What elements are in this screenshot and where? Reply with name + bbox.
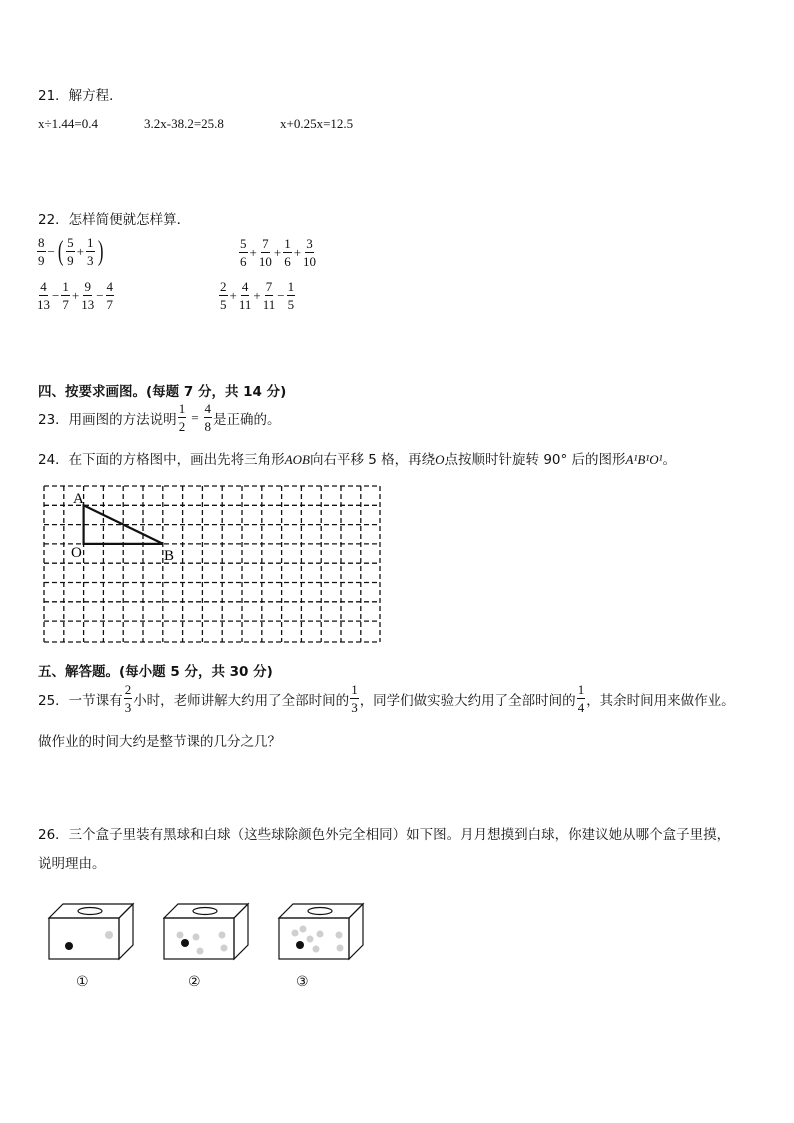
q26-line-2: 说明理由。 [38, 856, 106, 872]
q25-line-1: 25．一节课有 $\frac{2}{3}$ 小时，老师讲解大约用了全部时间的 $\frac{1}{3}$ ，同学们做实验大约用了全部时间的 $\frac{1}{4}$ ，其余时间用来做作业。 [38, 682, 735, 715]
box-2-white-ball [193, 934, 200, 941]
q23: 23．用画图的方法说明 $\frac{1}{2}$ = $\frac{4}{8}$ 是正确的。 [38, 401, 281, 434]
box-1-label: ① [76, 974, 89, 990]
q22-expr-1: $\frac{8}{9}$ − ( $\frac{5}{9}$ + $\frac{1}{3}$ ) [38, 235, 103, 268]
box-3-white-ball [337, 945, 344, 952]
q21-eq-3: x+0.25x=12.5 [280, 116, 354, 131]
box-3-white-ball [313, 946, 320, 953]
box-2-white-ball [197, 948, 204, 955]
box-3-white-ball [317, 931, 324, 938]
q21-eq-1: x÷1.44=0.4 [38, 116, 98, 131]
ball-boxes-figure [44, 898, 374, 998]
box-3-label: ③ [296, 974, 309, 990]
box-1 [49, 904, 133, 959]
label-b: B [164, 548, 175, 564]
q22-expr-4: $\frac{2}{5}$ + $\frac{4}{11}$ + $\frac{7}{11}$ − $\frac{1}{5}$ [220, 279, 295, 312]
box-3-black-ball [296, 941, 304, 949]
box-2-white-ball [221, 945, 228, 952]
section-4-title: 四、按要求画图。(每题 7 分，共 14 分) [38, 384, 287, 400]
box-2-black-ball [181, 939, 189, 947]
q26-line-1: 26．三个盒子里装有黑球和白球（这些球除颜色外完全相同）如下图。月月想摸到白球，你建议她从哪个盒子里摸， [38, 827, 731, 843]
q21-title: 21．解方程． [38, 88, 123, 104]
box-2-white-ball [177, 932, 184, 939]
box-3-white-ball [336, 932, 343, 939]
box-2-white-ball [219, 932, 226, 939]
box-1-white-ball [105, 931, 113, 939]
section-5-title: 五、解答题。(每小题 5 分，共 30 分) [38, 664, 273, 680]
label-a: A [73, 491, 84, 507]
label-o: O [71, 545, 82, 561]
q23-text-pre: 23．用画图的方法说明 [38, 411, 177, 428]
box-3-white-ball [300, 926, 307, 933]
grid-figure [42, 484, 382, 646]
q23-text-post: 是正确的。 [213, 411, 281, 428]
box-3-white-ball [292, 930, 299, 937]
box-3-white-ball [307, 936, 314, 943]
q22-expr-2: $\frac{5}{6}$ + $\frac{7}{10}$ + $\frac{1}{6}$ + $\frac{3}{10}$ [240, 236, 317, 269]
box-2-label: ② [188, 974, 201, 990]
q21-eq-2: 3.2x-38.2=25.8 [144, 116, 224, 131]
box-2 [164, 904, 248, 959]
q22-expr-3: $\frac{4}{13}$ − $\frac{1}{7}$ + $\frac{9}{13}$ − $\frac{4}{7}$ [37, 279, 114, 312]
q22-title: 22．怎样简便就怎样算． [38, 212, 191, 228]
q25-line-2: 做作业的时间大约是整节课的几分之几？ [38, 734, 281, 750]
box-1-black-ball [65, 942, 73, 950]
q24: 24．在下面的方格图中，画出先将三角形AOB向右平移 5 格，再绕O点按顺时针旋转 90° 后的图形A¹B¹O¹。 [38, 452, 677, 468]
